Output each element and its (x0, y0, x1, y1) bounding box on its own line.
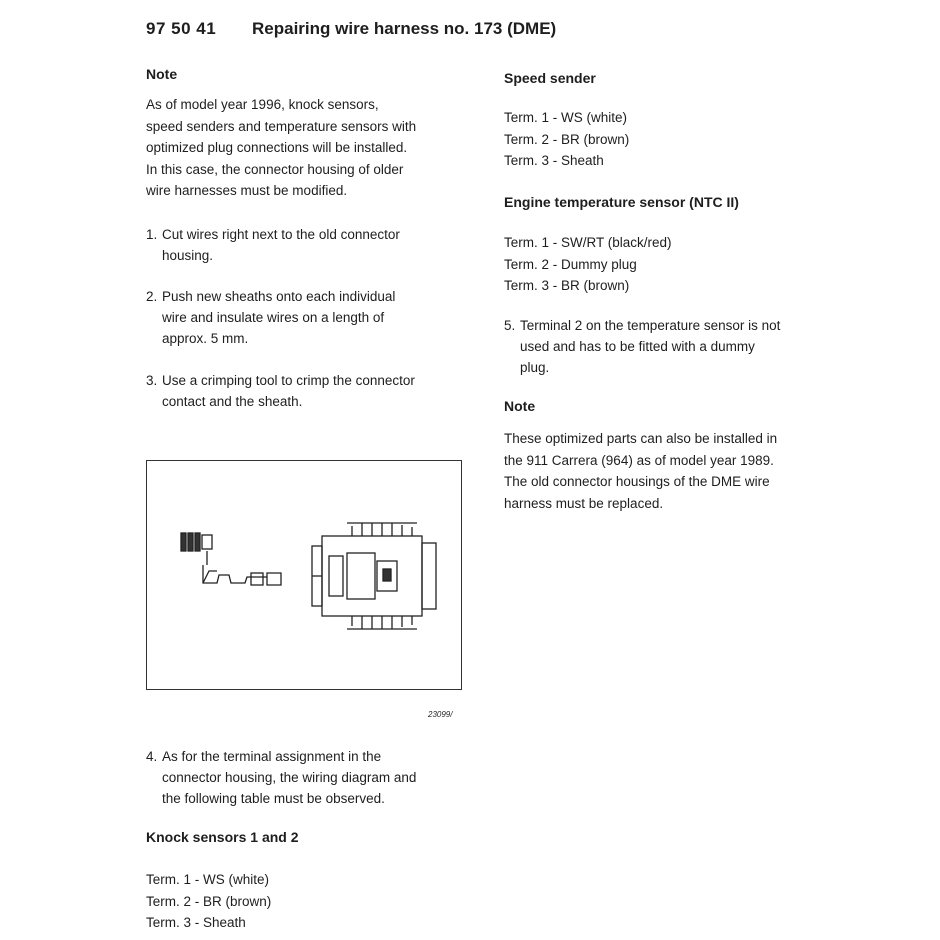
note-text-right: These optimized parts can also be installed in the 911 Carrera (964) as of model year 1989. The old connector housings of the DME wire harness must be replaced. (504, 431, 778, 511)
engine-temp-heading: Engine temperature sensor (NTC II) (504, 194, 739, 210)
document-title: Repairing wire harness no. 173 (DME) (252, 19, 557, 38)
step-number: 4. (146, 749, 158, 764)
step-text: Push new sheaths onto each individual wire and insulate wires on a length of approx. 5 mm. (162, 289, 396, 346)
knock-terms-list (146, 869, 271, 934)
engine-terms-list (504, 232, 672, 297)
step-number: 1. (146, 227, 158, 242)
note-heading-right: Note (504, 398, 536, 414)
term-row: Term. 1 - SW/RT (black/red) (504, 235, 672, 250)
connector-illustration (147, 461, 460, 688)
term-row: Term. 2 - BR (brown) (504, 131, 630, 147)
figure-reference: 23099/ (428, 710, 453, 719)
term-row: Term. 3 - BR (brown) (504, 278, 630, 293)
step-text: As for the terminal assignment in the connector housing, the wiring diagram and the following table must be observed. (162, 749, 417, 806)
step-text: Use a crimping tool to crimp the connector contact and the sheath. (162, 373, 415, 409)
crimp-contact (203, 551, 281, 585)
sheath-part (181, 533, 212, 551)
term-row: Term. 2 - Dummy plug (504, 256, 637, 272)
note-text: As of model year 1996, knock sensors, speed senders and temperature sensors with optimized plug connections will be installed. In this case, the connector housing of older wire harnesses must be modified. (146, 97, 417, 198)
connector-housing (312, 523, 436, 629)
step-number: 3. (146, 373, 158, 388)
speed-terms-list (504, 107, 629, 172)
term-row: Term. 1 - WS (white) (504, 110, 628, 125)
step-number: 5. (504, 318, 516, 333)
knock-sensors-heading: Knock sensors 1 and 2 (146, 829, 299, 845)
term-row: Term. 1 - WS (white) (146, 872, 270, 887)
speed-sender-heading: Speed sender (504, 70, 596, 86)
step-text: Terminal 2 on the temperature sensor is not used and has to be fitted with a dummy plug. (520, 318, 781, 375)
step-text: Cut wires right next to the old connector housing. (162, 227, 400, 263)
connector-figure (146, 460, 462, 690)
step-number: 2. (146, 289, 158, 304)
note-heading: Note (146, 66, 178, 82)
term-row: Term. 3 - Sheath (146, 915, 246, 930)
document-code: 97 50 41 (146, 19, 217, 38)
term-row: Term. 3 - Sheath (504, 153, 604, 168)
term-row: Term. 2 - BR (brown) (146, 893, 272, 909)
